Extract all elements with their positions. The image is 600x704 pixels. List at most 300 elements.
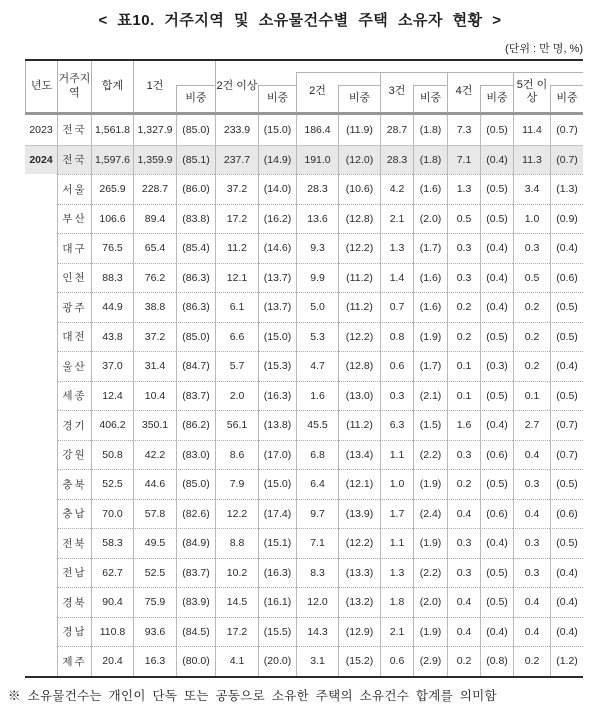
value-cell: (15.2) [338, 646, 380, 676]
value-cell: 0.3 [513, 469, 550, 499]
value-cell: 265.9 [91, 174, 133, 204]
header-group-line [296, 72, 583, 73]
year-cell [25, 263, 57, 293]
value-cell: (12.2) [338, 528, 380, 558]
value-cell: 12.4 [91, 381, 133, 411]
value-cell: (10.6) [338, 174, 380, 204]
region-cell: 경기 [57, 410, 91, 440]
value-cell: 37.2 [215, 174, 258, 204]
value-cell: (83.0) [176, 440, 215, 470]
value-cell: (0.5) [480, 174, 513, 204]
value-cell: 10.4 [133, 381, 176, 411]
value-cell: 1,359.9 [133, 145, 176, 175]
value-cell: (16.3) [258, 381, 296, 411]
region-cell: 전남 [57, 558, 91, 588]
value-cell: 0.5 [513, 263, 550, 293]
value-cell: (1.7) [413, 233, 447, 263]
value-cell: 0.6 [380, 351, 413, 381]
value-cell: (11.9) [338, 115, 380, 145]
table-row [25, 410, 583, 440]
value-cell: 56.1 [215, 410, 258, 440]
value-cell: (12.8) [338, 351, 380, 381]
value-cell: 5.3 [296, 322, 338, 352]
value-cell: (0.4) [480, 528, 513, 558]
value-cell: 6.3 [380, 410, 413, 440]
value-cell: (0.7) [550, 410, 583, 440]
value-cell: (85.0) [176, 115, 215, 145]
value-cell: 1.3 [380, 233, 413, 263]
value-cell: 1,561.8 [91, 115, 133, 145]
value-cell: (0.5) [550, 292, 583, 322]
value-cell: 17.2 [215, 617, 258, 647]
value-cell: 44.6 [133, 469, 176, 499]
year-cell: 2024 [25, 145, 57, 175]
region-cell: 경북 [57, 587, 91, 617]
year-cell: 2023 [29, 123, 53, 136]
region-cell: 강원 [57, 440, 91, 470]
value-cell: 0.2 [447, 322, 480, 352]
region-cell: 대구 [57, 233, 91, 263]
value-cell: (13.2) [338, 587, 380, 617]
value-cell: (14.0) [258, 174, 296, 204]
value-cell: 1.6 [447, 410, 480, 440]
value-cell: (12.8) [338, 204, 380, 234]
value-cell: (15.1) [258, 528, 296, 558]
value-cell: (0.5) [550, 322, 583, 352]
value-cell: 10.2 [215, 558, 258, 588]
value-cell: 237.7 [215, 145, 258, 175]
table-row [25, 499, 583, 529]
value-cell: (0.4) [480, 410, 513, 440]
value-cell: 0.2 [447, 292, 480, 322]
value-cell: (1.9) [413, 528, 447, 558]
value-cell: (0.4) [550, 233, 583, 263]
value-cell: (12.2) [338, 233, 380, 263]
year-cell [25, 617, 57, 647]
year-cell [25, 292, 57, 322]
value-cell: 1.3 [447, 174, 480, 204]
value-cell: (82.6) [176, 499, 215, 529]
table-row [25, 233, 583, 263]
value-cell: (0.4) [550, 617, 583, 647]
value-cell: 76.5 [91, 233, 133, 263]
value-cell: 0.3 [447, 440, 480, 470]
value-cell: 0.3 [447, 233, 480, 263]
table-row [25, 322, 583, 352]
value-cell: 191.0 [296, 145, 338, 175]
value-cell: (1.3) [550, 174, 583, 204]
value-cell: (13.7) [258, 292, 296, 322]
year-cell [25, 233, 57, 263]
value-cell: 1.0 [513, 204, 550, 234]
value-cell: (1.9) [413, 322, 447, 352]
year-cell [25, 204, 57, 234]
value-cell: 45.5 [296, 410, 338, 440]
year-cell [25, 410, 57, 440]
table-row [25, 292, 583, 322]
value-cell: (0.5) [480, 322, 513, 352]
value-cell: (2.4) [413, 499, 447, 529]
value-cell: (15.0) [258, 115, 296, 145]
value-cell: (1.8) [413, 145, 447, 175]
value-cell: 0.4 [513, 440, 550, 470]
value-cell: (85.0) [176, 322, 215, 352]
value-cell: (85.4) [176, 233, 215, 263]
value-cell: (0.4) [480, 145, 513, 175]
value-cell: (12.2) [338, 322, 380, 352]
value-cell: 8.6 [215, 440, 258, 470]
value-cell: (85.1) [176, 145, 215, 175]
value-cell: 0.4 [513, 587, 550, 617]
value-cell: 0.3 [380, 381, 413, 411]
value-cell: (15.3) [258, 351, 296, 381]
value-cell: (1.9) [413, 617, 447, 647]
value-cell: (1.2) [550, 646, 583, 676]
value-cell: 0.2 [513, 292, 550, 322]
value-cell: 0.6 [380, 646, 413, 676]
year-cell [25, 528, 57, 558]
value-cell: 0.3 [447, 528, 480, 558]
value-cell: (0.7) [550, 115, 583, 145]
value-cell: 12.0 [296, 587, 338, 617]
year-cell [25, 174, 57, 204]
region-cell: 인천 [57, 263, 91, 293]
value-cell: 0.4 [513, 617, 550, 647]
value-cell: 0.2 [513, 322, 550, 352]
value-cell: 5.0 [296, 292, 338, 322]
header-year: 년도 [25, 61, 57, 112]
value-cell: (12.9) [338, 617, 380, 647]
header-1unit-share: 비중 [176, 61, 215, 112]
value-cell: (0.4) [550, 351, 583, 381]
value-cell: 43.8 [91, 322, 133, 352]
value-cell: (1.7) [413, 351, 447, 381]
value-cell: 5.7 [215, 351, 258, 381]
value-cell: (13.9) [338, 499, 380, 529]
table-row [25, 381, 583, 411]
value-cell: 0.7 [380, 292, 413, 322]
value-cell: (13.0) [338, 381, 380, 411]
header-5plus-share: 비중 [550, 61, 583, 112]
footnote: ※ 소유물건수는 개인이 단독 또는 공동으로 소유한 주택의 소유건수 합계를 의미함 [8, 688, 497, 703]
value-cell: 1.6 [296, 381, 338, 411]
value-cell: (0.7) [550, 145, 583, 175]
header-2plus-share: 비중 [258, 61, 296, 112]
value-cell: 3.4 [513, 174, 550, 204]
header-4unit: 4건 [447, 61, 480, 112]
value-cell: (86.3) [176, 263, 215, 293]
header-5plus: 5건 이상 [513, 61, 550, 112]
value-cell: 1.3 [380, 558, 413, 588]
year-cell [25, 587, 57, 617]
value-cell: (84.9) [176, 528, 215, 558]
header-2plus: 2건 이상 [215, 61, 258, 112]
header-1unit: 1건 [133, 61, 176, 112]
value-cell: 0.3 [447, 263, 480, 293]
value-cell: 2.1 [380, 617, 413, 647]
value-cell: (84.5) [176, 617, 215, 647]
table-row [25, 115, 583, 145]
value-cell: 0.3 [513, 233, 550, 263]
value-cell: (84.7) [176, 351, 215, 381]
value-cell: 6.1 [215, 292, 258, 322]
region-cell: 대전 [57, 322, 91, 352]
value-cell: 58.3 [91, 528, 133, 558]
table-row [25, 174, 583, 204]
region-cell: 경남 [57, 617, 91, 647]
value-cell: (86.3) [176, 292, 215, 322]
value-cell: (0.4) [480, 263, 513, 293]
value-cell: (1.6) [413, 174, 447, 204]
value-cell: 406.2 [91, 410, 133, 440]
value-cell: (13.7) [258, 263, 296, 293]
value-cell: (86.2) [176, 410, 215, 440]
value-cell: 0.1 [447, 351, 480, 381]
value-cell: 90.4 [91, 587, 133, 617]
value-cell: 0.2 [513, 646, 550, 676]
value-cell: 50.8 [91, 440, 133, 470]
value-cell: 16.3 [133, 646, 176, 676]
value-cell: (13.3) [338, 558, 380, 588]
value-cell: 37.2 [133, 322, 176, 352]
value-cell: 228.7 [133, 174, 176, 204]
header-4unit-share: 비중 [480, 61, 513, 112]
region-cell: 광주 [57, 292, 91, 322]
value-cell: 1.1 [380, 528, 413, 558]
value-cell: (17.0) [258, 440, 296, 470]
value-cell: (0.9) [550, 204, 583, 234]
value-cell: (1.6) [413, 292, 447, 322]
value-cell: 9.9 [296, 263, 338, 293]
table-row [25, 646, 583, 676]
year-cell [25, 558, 57, 588]
value-cell: (15.5) [258, 617, 296, 647]
value-cell: 93.6 [133, 617, 176, 647]
value-cell: 9.3 [296, 233, 338, 263]
value-cell: (2.0) [413, 587, 447, 617]
value-cell: (1.5) [413, 410, 447, 440]
value-cell: (0.4) [480, 617, 513, 647]
table-row [25, 440, 583, 470]
value-cell: 0.3 [513, 528, 550, 558]
value-cell: 49.5 [133, 528, 176, 558]
value-cell: 1.7 [380, 499, 413, 529]
value-cell: (1.9) [413, 469, 447, 499]
value-cell: (0.5) [480, 558, 513, 588]
value-cell: (12.1) [338, 469, 380, 499]
value-cell: 1.8 [380, 587, 413, 617]
year-cell [25, 646, 57, 676]
value-cell: 1,327.9 [133, 115, 176, 145]
value-cell: 1.0 [380, 469, 413, 499]
value-cell: (0.4) [550, 558, 583, 588]
value-cell: 8.3 [296, 558, 338, 588]
value-cell: (0.4) [550, 587, 583, 617]
value-cell: (0.8) [480, 646, 513, 676]
value-cell: (85.0) [176, 469, 215, 499]
data-table [25, 59, 583, 678]
value-cell: 2.0 [215, 381, 258, 411]
table-header [25, 61, 583, 115]
year-cell [25, 499, 57, 529]
year-cell [25, 322, 57, 352]
value-cell: (16.2) [258, 204, 296, 234]
value-cell: (2.1) [413, 381, 447, 411]
value-cell: 89.4 [133, 204, 176, 234]
value-cell: 0.4 [447, 499, 480, 529]
value-cell: (0.6) [480, 499, 513, 529]
value-cell: (2.9) [413, 646, 447, 676]
value-cell: 38.8 [133, 292, 176, 322]
value-cell: (1.6) [413, 263, 447, 293]
region-cell: 충북 [57, 469, 91, 499]
value-cell: (0.5) [550, 469, 583, 499]
value-cell: 0.8 [380, 322, 413, 352]
table-row [25, 469, 583, 499]
value-cell: (11.2) [338, 292, 380, 322]
value-cell: (83.7) [176, 381, 215, 411]
region-cell: 충남 [57, 499, 91, 529]
value-cell: 0.2 [513, 351, 550, 381]
region-cell: 서울 [57, 174, 91, 204]
value-cell: (0.6) [550, 263, 583, 293]
header-2unit-share: 비중 [338, 61, 380, 112]
value-cell: 62.7 [91, 558, 133, 588]
table-row [25, 351, 583, 381]
value-cell: (0.5) [550, 528, 583, 558]
value-cell: 11.2 [215, 233, 258, 263]
value-cell: 14.3 [296, 617, 338, 647]
table-body [25, 115, 583, 676]
value-cell: 52.5 [91, 469, 133, 499]
value-cell: 1.1 [380, 440, 413, 470]
value-cell: (13.4) [338, 440, 380, 470]
value-cell: (14.9) [258, 145, 296, 175]
table-row [25, 617, 583, 647]
value-cell: (16.3) [258, 558, 296, 588]
value-cell: (17.4) [258, 499, 296, 529]
value-cell: 76.2 [133, 263, 176, 293]
value-cell: (12.0) [338, 145, 380, 175]
value-cell: (16.1) [258, 587, 296, 617]
value-cell: 7.3 [447, 115, 480, 145]
value-cell: 44.9 [91, 292, 133, 322]
value-cell: 12.2 [215, 499, 258, 529]
value-cell: 8.8 [215, 528, 258, 558]
value-cell: (0.6) [480, 440, 513, 470]
header-region: 거주지역 [57, 61, 91, 112]
value-cell: (2.2) [413, 440, 447, 470]
value-cell: (0.4) [480, 233, 513, 263]
region-cell: 전국 [57, 115, 91, 145]
value-cell: (20.0) [258, 646, 296, 676]
value-cell: 37.0 [91, 351, 133, 381]
value-cell: 31.4 [133, 351, 176, 381]
value-cell: 20.4 [91, 646, 133, 676]
value-cell: 13.6 [296, 204, 338, 234]
value-cell: 17.2 [215, 204, 258, 234]
value-cell: (83.7) [176, 558, 215, 588]
value-cell: (0.5) [480, 469, 513, 499]
value-cell: 110.8 [91, 617, 133, 647]
unit-label: (단위 : 만 명, %) [505, 43, 583, 55]
value-cell: (0.5) [550, 381, 583, 411]
value-cell: (0.4) [480, 292, 513, 322]
year-cell [25, 351, 57, 381]
value-cell: (11.2) [338, 263, 380, 293]
value-cell: (83.8) [176, 204, 215, 234]
table-row [25, 145, 583, 175]
region-cell: 전북 [57, 528, 91, 558]
header-2unit: 2건 [296, 61, 338, 112]
value-cell: 6.4 [296, 469, 338, 499]
table-row [25, 558, 583, 588]
value-cell: 65.4 [133, 233, 176, 263]
value-cell: 7.1 [447, 145, 480, 175]
table-title: < 표10. 거주지역 및 소유물건수별 주택 소유자 현황 > [98, 12, 502, 29]
value-cell: 2.1 [380, 204, 413, 234]
value-cell: 0.3 [513, 558, 550, 588]
value-cell: 42.2 [133, 440, 176, 470]
value-cell: 0.1 [513, 381, 550, 411]
value-cell: (13.8) [258, 410, 296, 440]
value-cell: (0.5) [480, 381, 513, 411]
header-total: 합계 [91, 61, 133, 112]
value-cell: (2.0) [413, 204, 447, 234]
value-cell: 0.4 [447, 617, 480, 647]
value-cell: (14.6) [258, 233, 296, 263]
table-row [25, 263, 583, 293]
value-cell: 88.3 [91, 263, 133, 293]
value-cell: 6.8 [296, 440, 338, 470]
value-cell: 12.1 [215, 263, 258, 293]
value-cell: 0.3 [447, 558, 480, 588]
value-cell: (1.8) [413, 115, 447, 145]
value-cell: (0.5) [480, 115, 513, 145]
value-cell: 4.1 [215, 646, 258, 676]
table-row [25, 204, 583, 234]
table-row [25, 587, 583, 617]
value-cell: (80.0) [176, 646, 215, 676]
value-cell: 70.0 [91, 499, 133, 529]
value-cell: (0.3) [480, 351, 513, 381]
value-cell: 75.9 [133, 587, 176, 617]
value-cell: 11.4 [513, 115, 550, 145]
value-cell: 4.7 [296, 351, 338, 381]
header-3unit-share: 비중 [413, 61, 447, 112]
value-cell: (0.6) [550, 499, 583, 529]
value-cell: (86.0) [176, 174, 215, 204]
region-cell: 전국 [57, 145, 91, 175]
region-cell: 울산 [57, 351, 91, 381]
value-cell: (83.9) [176, 587, 215, 617]
value-cell: 0.5 [447, 204, 480, 234]
value-cell: (0.5) [480, 587, 513, 617]
value-cell: 9.7 [296, 499, 338, 529]
value-cell: 2.7 [513, 410, 550, 440]
value-cell: (0.5) [480, 204, 513, 234]
value-cell: 0.4 [447, 587, 480, 617]
value-cell: (15.0) [258, 469, 296, 499]
value-cell: 1,597.6 [91, 145, 133, 175]
value-cell: 350.1 [133, 410, 176, 440]
year-cell [25, 440, 57, 470]
value-cell: 28.7 [380, 115, 413, 145]
value-cell: 1.4 [380, 263, 413, 293]
table-row [25, 528, 583, 558]
value-cell: 7.1 [296, 528, 338, 558]
value-cell: (2.2) [413, 558, 447, 588]
